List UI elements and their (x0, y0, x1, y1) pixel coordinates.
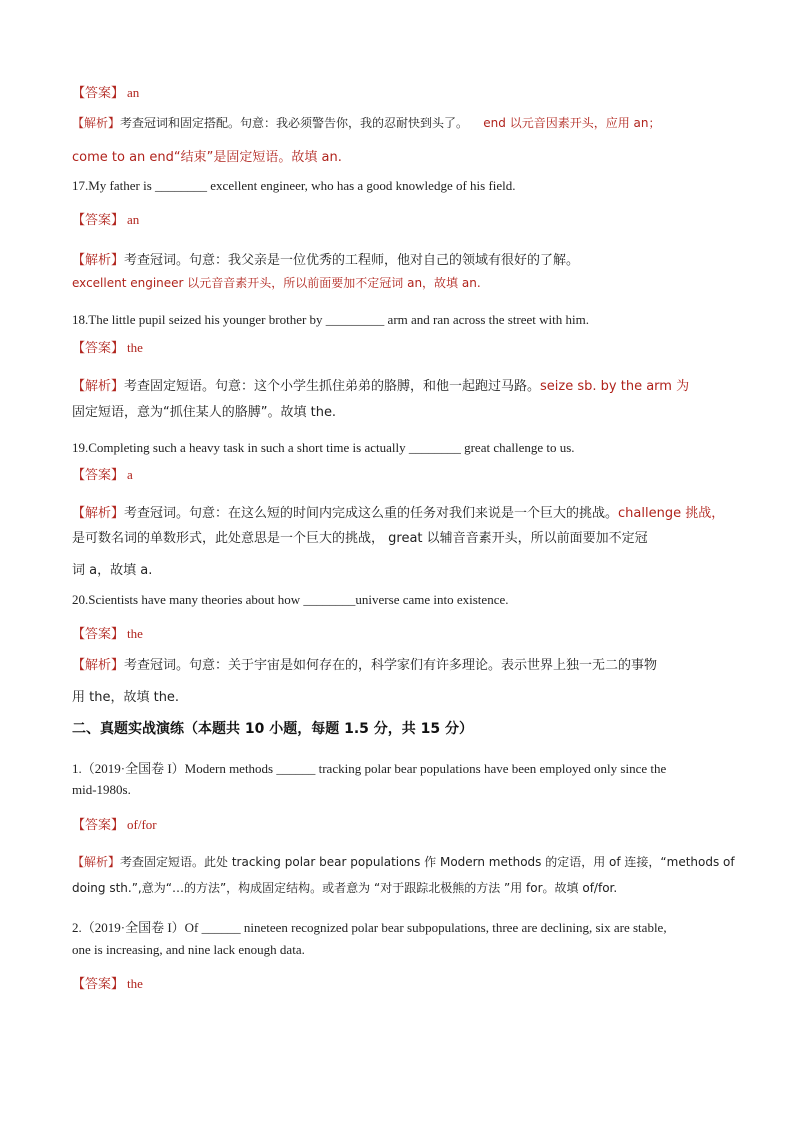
section-heading: 二、真题实战演练（本题共 10 小题，每题 1.5 分，共 15 分） (72, 721, 474, 737)
explanation-label: 【解析】 (72, 855, 121, 869)
answer-label: 【答案】 (72, 213, 125, 228)
question-17: 17.My father is ________ excellent engineer, who has a good knowledge of his field. (72, 178, 516, 193)
explanation-continuation: 用 the，故填 the. (72, 690, 180, 705)
explanation-continuation: 是可数名词的单数形式，此处意思是一个巨大的挑战， great 以辅音音素开头，所以前面要加不定冠 (72, 531, 648, 546)
answer-value: of/for (127, 817, 157, 832)
explanation-label: 【解析】 (72, 506, 125, 521)
explanation-label: 【解析】 (72, 658, 125, 673)
question-19: 19.Completing such a heavy task in such a short time is actually ________ great challenge to us. (72, 440, 575, 455)
explanation-red-text: end 以元音因素开头，应用 an； (483, 116, 661, 130)
explanation-text: 考查冠词。句意：关于宇宙是如何存在的，科学家们有许多理论。表示世界上独一无二的事物 (124, 658, 658, 673)
answer-label: 【答案】 (72, 977, 125, 992)
answer-line (72, 973, 143, 993)
explanation-red-text: seize sb. by the arm 为 (540, 379, 690, 394)
explanation-line (72, 114, 661, 131)
explanation-text: 考查冠词和固定搭配。句意：我必须警告你，我的忍耐快到头了。 (120, 116, 469, 130)
question-20: 20.Scientists have many theories about how ________universe came into existence. (72, 592, 509, 607)
answer-value: the (127, 976, 143, 991)
explanation-label: 【解析】 (72, 116, 121, 130)
answer-line (72, 337, 143, 357)
explanation-line (72, 853, 735, 870)
explanation-line (72, 502, 724, 521)
answer-line (72, 209, 139, 229)
explanation-continuation: 词 a，故填 a. (72, 563, 153, 578)
answer-line (72, 623, 143, 643)
explanation-label: 【解析】 (72, 379, 125, 394)
answer-line (72, 814, 157, 834)
answer-value: the (127, 626, 143, 641)
question-18: 18.The little pupil seized his younger brother by _________ arm and ran across the street with him. (72, 312, 589, 327)
answer-label: 【答案】 (72, 86, 125, 101)
answer-label: 【答案】 (72, 818, 125, 833)
explanation-label: 【解析】 (72, 253, 125, 268)
explanation-continuation: excellent engineer 以元音音素开头，所以前面要加不定冠词 an，故填 an. (72, 276, 481, 290)
explanation-continuation: doing sth.”,意为“…的方法”，构成固定结构。或者意为 “对于跟踪北极熊的方法 ”用 for。故填 of/for. (72, 881, 618, 895)
question-1: 1.（2019·全国卷 I）Modern methods ______ tracking polar bear populations have been employed only since the (72, 761, 667, 776)
explanation-line (72, 249, 579, 268)
explanation-continuation: 固定短语，意为“抓住某人的胳膊”。故填 the. (72, 405, 337, 420)
question-2: 2.（2019·全国卷 I）Of ______ nineteen recognized polar bear subpopulations, three are declining, six are stable, (72, 920, 667, 935)
answer-value: an (127, 85, 140, 100)
answer-label: 【答案】 (72, 468, 125, 483)
explanation-text: 考查冠词。句意：我父亲是一位优秀的工程师，他对自己的领域有很好的了解。 (124, 253, 580, 268)
answer-value: a (127, 467, 133, 482)
answer-line (72, 464, 133, 484)
answer-label: 【答案】 (72, 627, 125, 642)
answer-line (72, 82, 139, 102)
explanation-line (72, 375, 689, 394)
explanation-continuation: come to an end“结束”是固定短语。故填 an. (72, 150, 342, 165)
question-1-continuation: mid-1980s. (72, 782, 131, 797)
explanation-text: 考查冠词。句意：在这么短的时间内完成这么重的任务对我们来说是一个巨大的挑战。 (124, 506, 619, 521)
answer-value: the (127, 340, 143, 355)
explanation-red-text: challenge 挑战， (618, 506, 725, 521)
explanation-line (72, 654, 657, 673)
answer-value: an (127, 212, 140, 227)
answer-label: 【答案】 (72, 341, 125, 356)
explanation-text: 考查固定短语。此处 tracking polar bear populations 作 Modern methods 的定语，用 of 连接，“methods of (120, 855, 735, 869)
explanation-text: 考查固定短语。句意：这个小学生抓住弟弟的胳膊，和他一起跑过马路。 (124, 379, 541, 394)
question-2-continuation: one is increasing, and nine lack enough data. (72, 942, 305, 957)
